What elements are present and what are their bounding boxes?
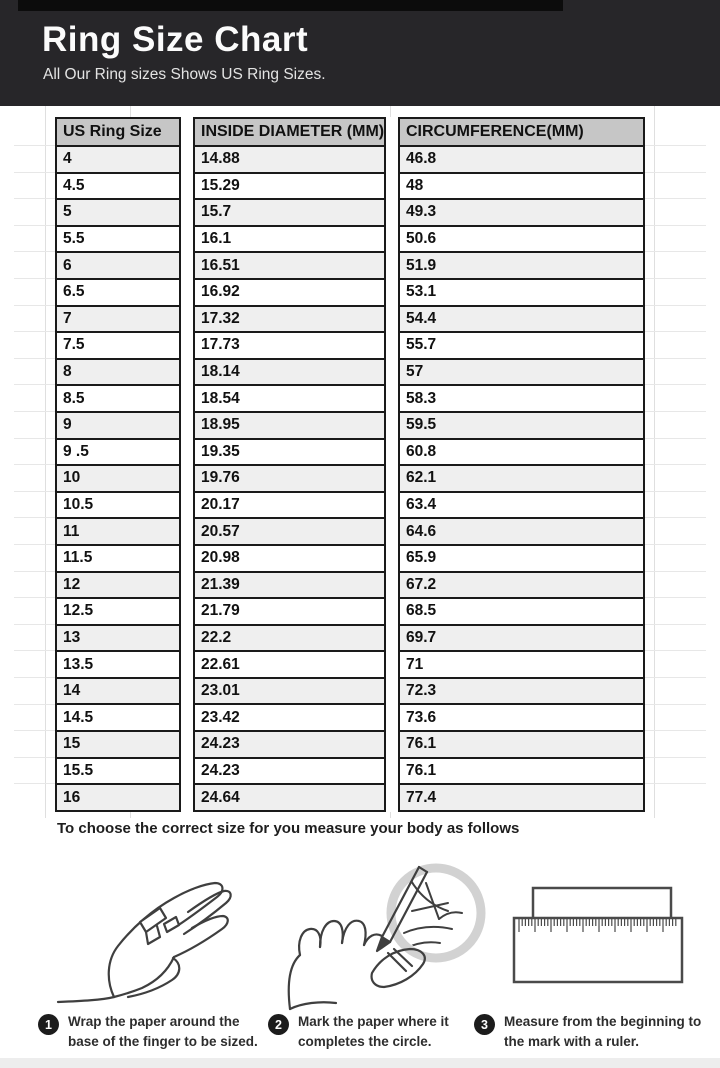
page-title: Ring Size Chart — [42, 20, 309, 59]
table-row — [55, 491, 645, 520]
palm-bottom — [114, 957, 174, 997]
column-gap — [181, 730, 193, 759]
column-gap — [181, 251, 193, 280]
table-row — [55, 677, 645, 706]
cell-us-ring-size: 14.5 — [55, 703, 181, 732]
column-gap — [181, 411, 193, 440]
column-gap — [386, 251, 398, 280]
cell-circumference: 77.4 — [398, 783, 645, 812]
table-row — [55, 703, 645, 732]
column-gap — [386, 225, 398, 254]
column-gap — [181, 438, 193, 467]
column-gap — [386, 624, 398, 653]
column-gap — [386, 198, 398, 227]
column-gap — [181, 331, 193, 360]
cell-us-ring-size: 11.5 — [55, 544, 181, 573]
cell-circumference: 68.5 — [398, 597, 645, 626]
cell-inside-diameter: 14.88 — [193, 145, 386, 174]
cell-us-ring-size: 11 — [55, 517, 181, 546]
cell-circumference: 65.9 — [398, 544, 645, 573]
cell-inside-diameter: 23.42 — [193, 703, 386, 732]
measure-caption: To choose the correct size for you measure your body as follows — [57, 820, 520, 837]
column-gap — [386, 305, 398, 334]
column-gap — [386, 703, 398, 732]
column-gap — [386, 491, 398, 520]
cell-us-ring-size: 8 — [55, 358, 181, 387]
cell-inside-diameter: 19.76 — [193, 464, 386, 493]
cell-us-ring-size: 14 — [55, 677, 181, 706]
cell-inside-diameter: 17.32 — [193, 305, 386, 334]
hand-marking-with-pen-illustration — [276, 853, 491, 1013]
cell-circumference: 63.4 — [398, 491, 645, 520]
cell-circumference: 50.6 — [398, 225, 645, 254]
column-gap — [181, 783, 193, 812]
pen-tip — [377, 937, 390, 951]
hand-with-paper-strip-illustration — [52, 862, 257, 1010]
column-gap — [386, 677, 398, 706]
column-gap — [386, 358, 398, 387]
cell-inside-diameter: 22.2 — [193, 624, 386, 653]
cell-circumference: 71 — [398, 650, 645, 679]
column-gap — [386, 278, 398, 307]
column-gap — [181, 677, 193, 706]
cell-us-ring-size: 7 — [55, 305, 181, 334]
column-gap — [181, 172, 193, 201]
cell-us-ring-size: 4 — [55, 145, 181, 174]
cell-us-ring-size: 6.5 — [55, 278, 181, 307]
column-gap — [386, 464, 398, 493]
cell-us-ring-size: 13.5 — [55, 650, 181, 679]
column-gap — [181, 650, 193, 679]
column-gap — [386, 411, 398, 440]
cell-circumference: 67.2 — [398, 571, 645, 600]
hero-banner — [0, 0, 720, 106]
cell-circumference: 72.3 — [398, 677, 645, 706]
cell-us-ring-size: 5 — [55, 198, 181, 227]
cell-us-ring-size: 12 — [55, 571, 181, 600]
column-gap — [386, 757, 398, 786]
step-item-3 — [474, 1012, 714, 1051]
cell-circumference: 62.1 — [398, 464, 645, 493]
table-row — [55, 571, 645, 600]
gridline — [654, 106, 655, 818]
step-number-badge: 2 — [268, 1014, 289, 1035]
cell-inside-diameter: 15.29 — [193, 172, 386, 201]
column-gap — [181, 757, 193, 786]
cell-circumference: 46.8 — [398, 145, 645, 174]
table-row — [55, 464, 645, 493]
table-row — [55, 305, 645, 334]
table-row — [55, 384, 645, 413]
ruler-body — [514, 918, 682, 982]
gridline — [45, 106, 46, 818]
table-header-row — [55, 117, 645, 147]
table-row — [55, 225, 645, 254]
cell-inside-diameter: 15.7 — [193, 198, 386, 227]
column-gap — [386, 783, 398, 812]
cell-inside-diameter: 24.23 — [193, 757, 386, 786]
column-gap — [181, 491, 193, 520]
cell-inside-diameter: 24.64 — [193, 783, 386, 812]
table-row — [55, 597, 645, 626]
column-gap — [386, 597, 398, 626]
cell-us-ring-size: 12.5 — [55, 597, 181, 626]
table-row — [55, 757, 645, 786]
cell-circumference: 69.7 — [398, 624, 645, 653]
cell-circumference: 57 — [398, 358, 645, 387]
table-row — [55, 198, 645, 227]
step-text: Wrap the paper around the base of the finger to be sized. — [68, 1014, 258, 1049]
cell-inside-diameter: 20.57 — [193, 517, 386, 546]
column-gap — [181, 703, 193, 732]
column-gap — [181, 358, 193, 387]
column-gap — [181, 117, 193, 147]
column-gap — [181, 305, 193, 334]
column-gap — [181, 225, 193, 254]
step-text: Measure from the beginning to the mark with a ruler. — [504, 1014, 702, 1049]
column-gap — [386, 730, 398, 759]
cell-inside-diameter: 22.61 — [193, 650, 386, 679]
cell-circumference: 53.1 — [398, 278, 645, 307]
header-cell-us-ring-size: US Ring Size — [55, 117, 181, 147]
cell-us-ring-size: 7.5 — [55, 331, 181, 360]
fist-finger — [320, 921, 343, 947]
column-gap — [386, 331, 398, 360]
cell-inside-diameter: 20.98 — [193, 544, 386, 573]
cell-circumference: 54.4 — [398, 305, 645, 334]
cell-us-ring-size: 10.5 — [55, 491, 181, 520]
table-row — [55, 730, 645, 759]
cell-inside-diameter: 16.51 — [193, 251, 386, 280]
table-row — [55, 172, 645, 201]
column-gap — [181, 517, 193, 546]
column-gap — [386, 517, 398, 546]
cell-us-ring-size: 4.5 — [55, 172, 181, 201]
table-row — [55, 544, 645, 573]
cell-us-ring-size: 5.5 — [55, 225, 181, 254]
cell-circumference: 76.1 — [398, 757, 645, 786]
wrist-line — [290, 1002, 336, 1009]
column-gap — [181, 624, 193, 653]
cell-inside-diameter: 16.1 — [193, 225, 386, 254]
header-cell-circumference: CIRCUMFERENCE(MM) — [398, 117, 645, 147]
cell-inside-diameter: 19.35 — [193, 438, 386, 467]
column-gap — [181, 464, 193, 493]
step-number-badge: 3 — [474, 1014, 495, 1035]
ruler-illustration — [505, 878, 705, 990]
cell-inside-diameter: 20.17 — [193, 491, 386, 520]
table-row — [55, 438, 645, 467]
cell-inside-diameter: 21.39 — [193, 571, 386, 600]
column-gap — [386, 117, 398, 147]
step-number-badge: 1 — [38, 1014, 59, 1035]
column-gap — [386, 544, 398, 573]
column-gap — [181, 278, 193, 307]
cell-inside-diameter: 23.01 — [193, 677, 386, 706]
cell-circumference: 64.6 — [398, 517, 645, 546]
cell-us-ring-size: 9 — [55, 411, 181, 440]
table-row — [55, 251, 645, 280]
step-item-1 — [38, 1012, 270, 1051]
step-item-2 — [268, 1012, 466, 1051]
table-row — [55, 331, 645, 360]
column-gap — [181, 544, 193, 573]
table-row — [55, 783, 645, 812]
column-gap — [386, 384, 398, 413]
cell-us-ring-size: 9 .5 — [55, 438, 181, 467]
cell-inside-diameter: 18.14 — [193, 358, 386, 387]
column-gap — [386, 571, 398, 600]
fist-finger — [342, 921, 366, 945]
column-gap — [181, 145, 193, 174]
cell-us-ring-size: 8.5 — [55, 384, 181, 413]
ring-size-table — [55, 117, 645, 812]
table-row — [55, 517, 645, 546]
cell-circumference: 48 — [398, 172, 645, 201]
column-gap — [386, 438, 398, 467]
page-subtitle: All Our Ring sizes Shows US Ring Sizes. — [43, 66, 326, 83]
table-row — [55, 624, 645, 653]
table-row — [55, 411, 645, 440]
fist-finger — [299, 929, 320, 955]
steps-row — [0, 1012, 720, 1062]
column-gap — [181, 597, 193, 626]
column-gap — [181, 571, 193, 600]
cell-us-ring-size: 15 — [55, 730, 181, 759]
column-gap — [386, 172, 398, 201]
cell-circumference: 55.7 — [398, 331, 645, 360]
cell-circumference: 51.9 — [398, 251, 645, 280]
cell-inside-diameter: 18.95 — [193, 411, 386, 440]
header-cell-inside-diameter: INSIDE DIAMETER (MM) — [193, 117, 386, 147]
column-gap — [181, 198, 193, 227]
cell-inside-diameter: 21.79 — [193, 597, 386, 626]
cell-us-ring-size: 6 — [55, 251, 181, 280]
column-gap — [386, 145, 398, 174]
column-gap — [181, 384, 193, 413]
cell-us-ring-size: 13 — [55, 624, 181, 653]
step-text: Mark the paper where it completes the circle. — [298, 1014, 449, 1049]
cell-circumference: 58.3 — [398, 384, 645, 413]
fist-outline — [289, 955, 300, 1009]
cell-circumference: 59.5 — [398, 411, 645, 440]
table-row — [55, 358, 645, 387]
cell-us-ring-size: 10 — [55, 464, 181, 493]
cell-circumference: 49.3 — [398, 198, 645, 227]
strip-mark — [388, 953, 406, 971]
cell-circumference: 76.1 — [398, 730, 645, 759]
cell-us-ring-size: 16 — [55, 783, 181, 812]
cell-us-ring-size: 15.5 — [55, 757, 181, 786]
cell-circumference: 60.8 — [398, 438, 645, 467]
cell-inside-diameter: 18.54 — [193, 384, 386, 413]
paper-strip — [164, 917, 179, 932]
paper-strip — [140, 908, 166, 932]
cell-inside-diameter: 16.92 — [193, 278, 386, 307]
table-row — [55, 650, 645, 679]
cell-circumference: 73.6 — [398, 703, 645, 732]
cell-inside-diameter: 17.73 — [193, 331, 386, 360]
table-row — [55, 145, 645, 174]
cell-inside-diameter: 24.23 — [193, 730, 386, 759]
wrist-line — [58, 997, 114, 1002]
column-gap — [386, 650, 398, 679]
table-row — [55, 278, 645, 307]
top-black-strip — [18, 0, 563, 11]
